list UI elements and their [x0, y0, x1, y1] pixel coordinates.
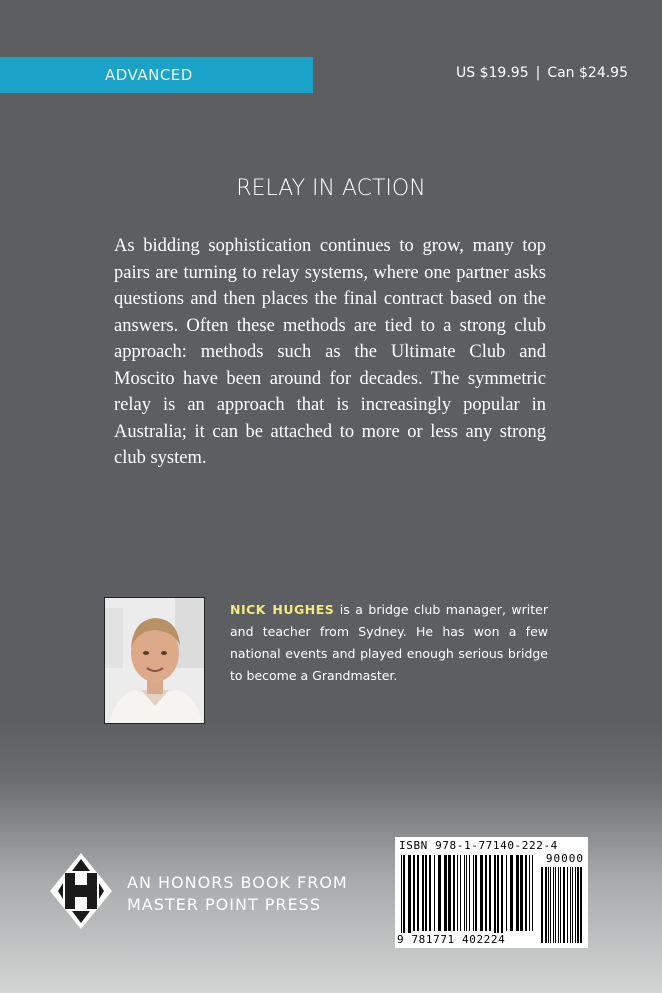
barcode-addon-bar	[570, 867, 571, 943]
barcode-bar	[413, 855, 415, 931]
publisher-credit	[127, 872, 348, 916]
barcode-bar	[434, 855, 435, 931]
barcode-bar	[422, 855, 424, 931]
category-banner	[0, 57, 313, 93]
barcode-bar	[444, 855, 447, 931]
isbn-barcode	[395, 837, 588, 948]
barcode-bar	[425, 855, 427, 931]
barcode-bar	[401, 855, 402, 935]
barcode-bar	[506, 855, 507, 931]
barcode-bar	[438, 855, 441, 931]
ean-digits: 9 781771 402224	[397, 933, 506, 946]
barcode-addon-bar	[555, 867, 556, 943]
barcode-bar	[489, 855, 491, 931]
barcode-bar	[485, 855, 487, 931]
publisher-line2: MASTER POINT PRESS	[127, 895, 321, 914]
barcode-addon-bar	[560, 867, 561, 943]
barcode-bar	[417, 855, 419, 931]
barcode-bar	[475, 855, 477, 931]
barcode-bar	[453, 855, 455, 931]
category-label: ADVANCED	[105, 66, 193, 84]
barcode-bar	[457, 855, 458, 931]
barcode-addon-bar	[550, 867, 551, 943]
barcode-bar	[520, 855, 523, 931]
barcode-bar	[494, 855, 496, 935]
barcode-bar	[532, 855, 533, 931]
barcode-bar	[408, 855, 411, 935]
barcode-bar	[480, 855, 483, 931]
barcode-bar	[510, 855, 513, 931]
author-bio-text: is a bridge club manager, writer and teacher from Sydney. He has won a few national events and played enough serious bridge to become a Grandmaster.	[230, 602, 548, 683]
barcode-addon-bar	[563, 867, 565, 943]
barcode-bar	[448, 855, 451, 931]
barcode-addon-bar	[575, 867, 576, 943]
author-name: NICK HUGHES	[230, 602, 335, 617]
price-separator: |	[535, 65, 541, 81]
barcode-bar	[466, 855, 467, 931]
barcode-bar	[516, 855, 519, 931]
barcode-addon-bar	[580, 867, 582, 943]
barcode-addon-bar	[548, 867, 549, 943]
barcode-addon-bar	[558, 867, 559, 943]
price-info	[456, 65, 628, 81]
barcode-bar	[464, 855, 465, 931]
barcode-addon-bar	[577, 867, 579, 943]
barcode-bar	[460, 855, 461, 931]
barcode-addon-bar	[553, 867, 554, 943]
barcode-bar	[469, 855, 470, 931]
barcode-bar	[473, 855, 474, 931]
book-title: RELAY IN ACTION	[236, 176, 426, 201]
barcode-bar	[497, 855, 499, 935]
honors-h-logo-icon	[50, 853, 112, 929]
price-us: US $19.95	[456, 65, 529, 81]
book-description: As bidding sophistication continues to grow, many top pairs are turning to relay systems, where one partner asks questions and then places the final contract based on the answers. Often these methods are tied to a strong club approach: methods such as the Ultimate Club and Moscito have been around for decades. The symmetric relay is an approach that is increasingly popular in Australia; it can be attached to more or less any strong club system.	[114, 236, 546, 468]
author-portrait-image	[105, 598, 205, 724]
price-can: Can $24.95	[547, 65, 628, 81]
barcode-addon-bar	[541, 867, 543, 943]
barcode-addon-bar	[567, 867, 568, 943]
barcode-bar	[529, 855, 530, 931]
barcode-bar	[429, 855, 431, 931]
barcode-addon-bar	[545, 867, 547, 943]
barcode-addon-bar	[572, 867, 573, 943]
price-addon-code: 90000	[545, 852, 584, 865]
barcode-bar	[403, 855, 405, 935]
barcode-bar	[525, 855, 527, 931]
publisher-line1: AN HONORS BOOK FROM	[127, 873, 348, 892]
author-bio	[230, 599, 548, 687]
author-photo	[104, 597, 205, 724]
isbn-label: ISBN 978-1-77140-222-4	[399, 839, 558, 852]
barcode-bar	[501, 855, 503, 935]
